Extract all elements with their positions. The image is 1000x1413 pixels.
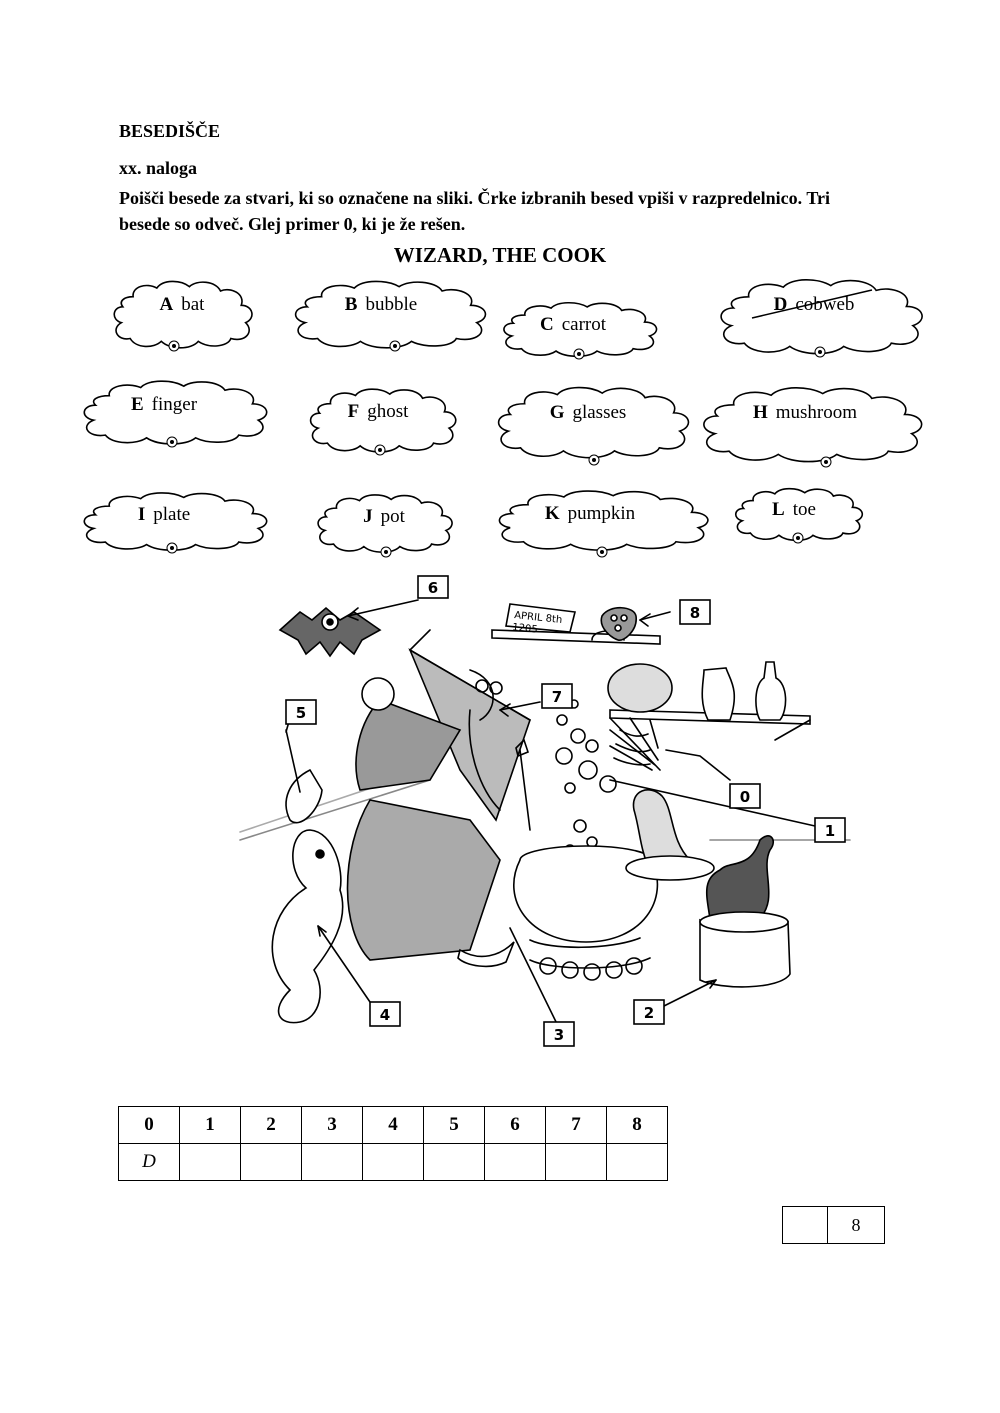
- word-letter: A: [159, 294, 174, 315]
- label-number: 6: [427, 579, 439, 597]
- picture-label-3: [544, 1022, 574, 1046]
- word-text: carrot: [561, 314, 607, 335]
- answer-cell-8[interactable]: [607, 1144, 668, 1181]
- vegetable-bowl: [608, 664, 672, 712]
- picture-label-4: [370, 1002, 400, 1026]
- word-letter: L: [772, 499, 785, 520]
- picture-label-8: [680, 600, 710, 624]
- picture-label-6: [418, 576, 448, 598]
- word-letter: G: [549, 402, 565, 423]
- word-letter: J: [363, 506, 373, 527]
- note-text: 1205: [511, 622, 539, 636]
- ghost-figure: [272, 830, 342, 1023]
- label-number: 7: [551, 688, 563, 706]
- picture-label-7: [542, 684, 572, 708]
- answer-cell-6[interactable]: [485, 1144, 546, 1181]
- word-cloud-h: [694, 384, 928, 468]
- word-cloud-a: [108, 278, 256, 350]
- picture-label-2: [634, 1000, 664, 1024]
- label-number: 0: [739, 788, 751, 806]
- answer-table-header-row: [119, 1107, 668, 1144]
- label-number: 5: [295, 704, 307, 722]
- word-text: finger: [151, 394, 198, 415]
- label-number: 4: [379, 1006, 391, 1024]
- cat-on-stump: [700, 836, 790, 987]
- word-cloud-i: [76, 490, 272, 552]
- word-letter: F: [347, 401, 360, 422]
- word-letter: D: [773, 294, 788, 315]
- word-text: pot: [380, 506, 405, 527]
- word-text: plate: [153, 504, 191, 525]
- word-letter: B: [344, 294, 358, 315]
- word-cloud-f: [304, 386, 460, 454]
- label-number: 2: [643, 1004, 655, 1022]
- picture-label-5: [286, 700, 316, 724]
- word-text: pumpkin: [567, 503, 636, 524]
- word-letter: E: [130, 394, 144, 415]
- answer-header-cell: 7: [546, 1107, 607, 1144]
- task-instructions: Poišči besede za stvari, ki so označene na sliki. Črke izbranih besed vpiši v razpredelnico. Tri besede so odveč. Glej primer 0, ki je že rešen.: [119, 188, 830, 234]
- word-cloud-d: [712, 276, 928, 356]
- word-text: cobweb: [795, 294, 855, 315]
- answer-header-cell: 5: [424, 1107, 485, 1144]
- answer-cell-3[interactable]: [302, 1144, 363, 1181]
- word-letter: I: [137, 504, 146, 525]
- word-letter: C: [539, 314, 554, 335]
- answer-header-cell: 2: [241, 1107, 302, 1144]
- mushroom-creature: [626, 790, 714, 880]
- answer-header-cell: 6: [485, 1107, 546, 1144]
- exercise-title: WIZARD, THE COOK: [393, 243, 607, 267]
- word-cloud-l: [730, 486, 866, 542]
- score-points-cell[interactable]: [783, 1207, 828, 1244]
- bat-icon: [280, 608, 380, 656]
- word-cloud-g: [490, 384, 694, 464]
- word-text: toe: [792, 499, 816, 520]
- task-number: xx. naloga: [119, 158, 198, 178]
- word-cloud-b: [287, 278, 491, 350]
- answer-header-cell: 8: [607, 1107, 668, 1144]
- word-text: mushroom: [775, 402, 858, 423]
- word-cloud-k: [490, 488, 714, 556]
- answer-header-cell: 1: [180, 1107, 241, 1144]
- picture-label-1: [815, 818, 845, 842]
- answer-cell-2[interactable]: [241, 1144, 302, 1181]
- answer-header-cell: 3: [302, 1107, 363, 1144]
- word-text: bubble: [365, 294, 418, 315]
- answer-cell-4[interactable]: [363, 1144, 424, 1181]
- label-number: 1: [824, 822, 836, 840]
- bubbles-icon: [556, 687, 616, 855]
- answer-header-cell: 4: [363, 1107, 424, 1144]
- wizard-kitchen-illustration: [230, 570, 870, 1050]
- word-letter: H: [752, 402, 768, 423]
- answer-cell-7[interactable]: [546, 1144, 607, 1181]
- word-letter: K: [544, 503, 560, 524]
- word-text: glasses: [572, 402, 627, 423]
- word-cloud-j: [312, 492, 456, 556]
- answer-header-cell: 0: [119, 1107, 180, 1144]
- score-max-cell: 8: [828, 1207, 885, 1244]
- answer-cell-5[interactable]: [424, 1144, 485, 1181]
- picture-label-0: [730, 784, 760, 808]
- score-box: [782, 1206, 885, 1244]
- word-text: bat: [181, 294, 205, 315]
- bottle-icon: [756, 662, 786, 720]
- jug-icon: [702, 668, 734, 720]
- label-number: 8: [689, 604, 701, 622]
- cobweb-icon: [610, 718, 660, 770]
- answer-cell-1[interactable]: [180, 1144, 241, 1181]
- answer-table-value-row: [119, 1144, 668, 1181]
- word-cloud-e: [76, 378, 272, 446]
- label-number: 3: [553, 1026, 565, 1044]
- word-cloud-c: [497, 300, 661, 358]
- word-text: ghost: [367, 401, 409, 422]
- answer-cell-0: D: [119, 1144, 180, 1181]
- section-heading: BESEDIŠČE: [119, 121, 221, 141]
- answer-table: [118, 1106, 668, 1181]
- note-text: APRIL 8th: [513, 610, 563, 627]
